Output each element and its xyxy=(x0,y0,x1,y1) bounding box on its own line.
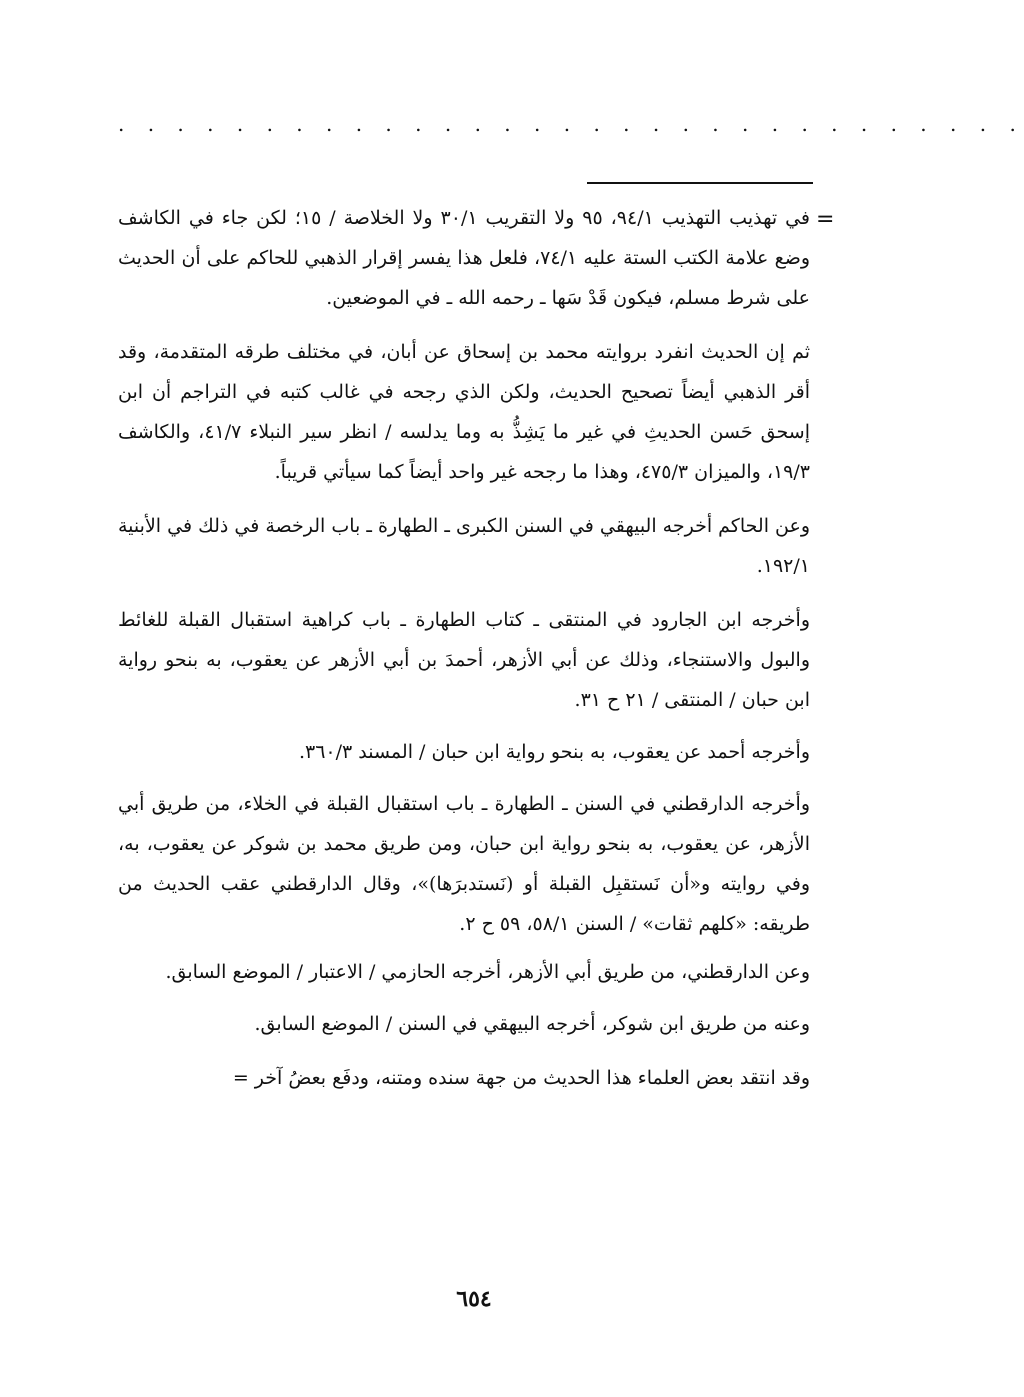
page-number: ٦٥٤ xyxy=(456,1286,492,1312)
paragraph: وأخرجه ابن الجارود في المنتقى ـ كتاب الطهارة ـ باب كراهية استقبال القبلة للغائط والبول والاستنجاء، وذلك عن أبي الأزهر، أحمدَ بن أبي الأزهر عن يعقوب، به بنحو رواية ابن حبان / المنتقى / ٢١ ح ٣١. xyxy=(118,609,810,711)
continuation-marker: = xyxy=(816,207,835,232)
paragraph: وعنه من طريق ابن شوكر، أخرجه البيهقي في السنن / الموضع السابق. xyxy=(254,1013,810,1035)
paragraph: في تهذيب التهذيب ٩٤/١، ٩٥ ولا التقريب ٣٠/١ ولا الخلاصة / ١٥؛ لكن جاء في الكاشف وضع علامة الكتب الستة عليه ٧٤/١، فلعل هذا يفسر إقرار الذهبي للحاكم على أن الحديث على شرط مسلم، فيكون قَدْ سَها ـ رحمه الله ـ في الموضعين. xyxy=(118,207,811,309)
paragraph: وقد انتقد بعض العلماء هذا الحديث من جهة سنده ومتنه، ودفَع بعضُ آخر = xyxy=(232,1067,810,1089)
paragraph: ثم إن الحديث انفرد بروايته محمد بن إسحاق عن أبان، في مختلف طرقه المتقدمة، وقد أقر الذهبي أيضاً تصحيح الحديث، ولكن الذي رجحه في غالب كتبه في التراجم أن ابن إسحق حَسن الحديثِ في غير ما يَشِذُّ به وما يدلسه / انظر سير النبلاء ٤١/٧، والكاشف ١٩/٣، والميزان ٤٧٥/٣، وهذا ما رجحه غير واحد أيضاً كما سيأتي قريباً. xyxy=(118,341,810,483)
dotted-separator: . . . . . . . . . . . . . . . . . . . . . . . . . . . . . . . xyxy=(118,112,1024,136)
paragraph: وعن الحاكم أخرجه البيهقي في السنن الكبرى ـ الطهارة ـ باب الرخصة في ذلك في الأبنية ١٩٢/١. xyxy=(118,515,810,577)
footnote-rule xyxy=(587,182,813,184)
paragraph: وعن الدارقطني، من طريق أبي الأزهر، أخرجه الحازمي / الاعتبار / الموضع السابق. xyxy=(165,961,810,983)
paragraph: وأخرجه أحمد عن يعقوب، به بنحو رواية ابن حبان / المسند ٣٦٠/٣. xyxy=(298,741,810,763)
footnote-text xyxy=(118,198,810,1108)
paragraph: وأخرجه الدارقطني في السنن ـ الطهارة ـ باب استقبال القبلة في الخلاء، من طريق أبي الأزهر، عن يعقوب، به بنحو رواية ابن حبان، ومن طريق محمد بن شوكر عن يعقوب، به، وفي روايته و«أن نَستقبِل القبلة أو (نَستدبرَها)»، وقال الدارقطني عقب الحديث من طريقه: «كلهم ثقات» / السنن ٥٨/١، ٥٩ ح ٢. xyxy=(118,793,810,935)
